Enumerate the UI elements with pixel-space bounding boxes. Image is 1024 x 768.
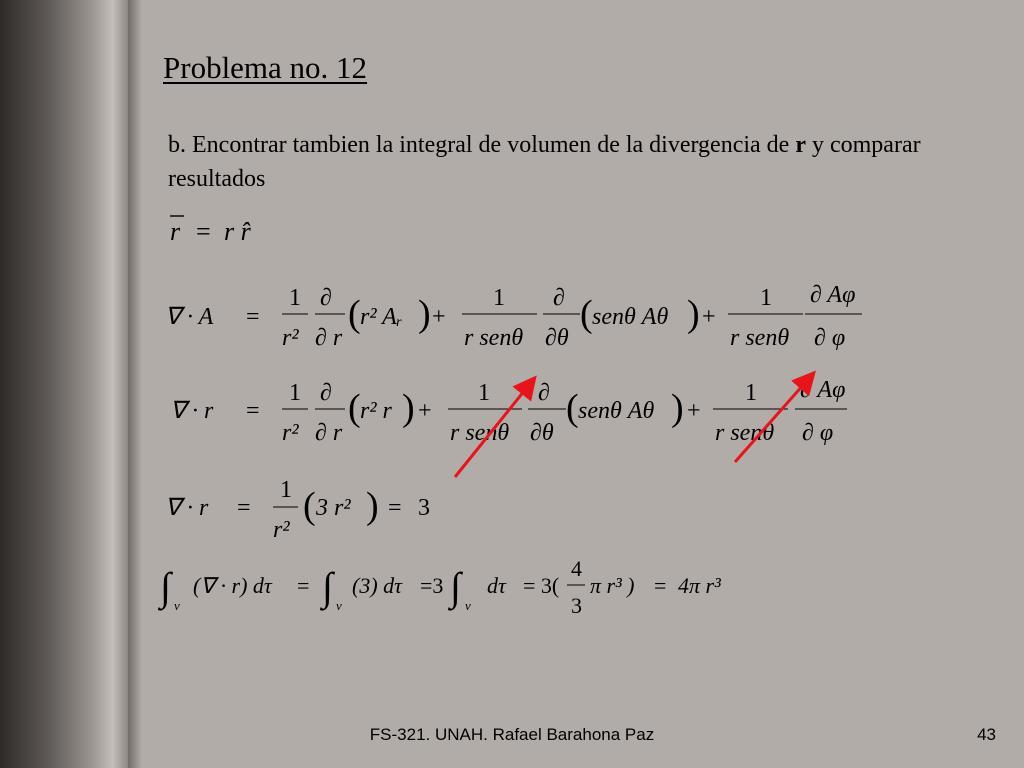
eq4-result: 3 xyxy=(418,495,430,521)
eq2-t1-close-paren: ) xyxy=(418,293,431,335)
eq2-lhs: ∇ · A xyxy=(165,304,214,330)
eq2-t3-numerator: 1 xyxy=(760,285,772,311)
eq3-t2-argument: senθ Aθ xyxy=(578,398,655,424)
eq3-t1-numerator: 1 xyxy=(289,380,301,406)
eq3-t3-numerator: 1 xyxy=(745,380,757,406)
eq2-t2-numerator: 1 xyxy=(493,285,505,311)
eq3-t2-open-paren: ( xyxy=(566,387,579,429)
eq2-t2-op-denominator: ∂θ xyxy=(545,325,569,351)
eq3-lhs: ∇ · r xyxy=(170,398,214,424)
eq2-plus-2: + xyxy=(702,304,716,330)
integral-equals-4: = xyxy=(654,573,667,598)
eq4-argument: 3 r² xyxy=(316,495,351,521)
eq3-plus-1: + xyxy=(418,398,432,424)
eq3-t1-denominator: r² xyxy=(282,420,299,446)
eq1-lhs: r xyxy=(170,217,181,246)
integral-subscript-1: v xyxy=(174,598,180,613)
eq2-equals: = xyxy=(246,304,260,330)
eq2-plus-1: + xyxy=(432,304,446,330)
eq4-equals-2: = xyxy=(388,495,402,521)
integral-result: 4π r³ xyxy=(678,573,721,598)
eq4-close-paren: ) xyxy=(366,485,379,527)
eq4-denominator: r² xyxy=(273,517,290,543)
eq3-t3-denominator: r senθ xyxy=(715,420,775,446)
eq3-t2-numerator: 1 xyxy=(478,380,490,406)
integral-subscript-2: v xyxy=(336,598,342,613)
eq2-t2-op-numerator: ∂ xyxy=(553,285,565,311)
eq2-t1-argument: r² Aᵣ xyxy=(360,304,403,330)
eq2-t2-open-paren: ( xyxy=(580,293,593,335)
eq2-t1-numerator: 1 xyxy=(289,285,301,311)
statement-bold-vector: r xyxy=(795,132,806,158)
eq3-equals: = xyxy=(246,398,260,424)
integral-equals-3: = 3( xyxy=(523,573,560,598)
eq3-t2-op-numerator: ∂ xyxy=(538,380,550,406)
integral-equals-1: = xyxy=(297,573,310,598)
footer-text: FS-321. UNAH. Rafael Barahona Paz xyxy=(369,725,655,744)
integrand-2: (3) dτ xyxy=(352,573,403,598)
equation-volume-integral xyxy=(157,556,721,618)
eq2-t1-op-numerator: ∂ xyxy=(320,285,332,311)
page-number: 43 xyxy=(977,725,996,744)
statement-text-end: y comparar resultados xyxy=(168,132,921,192)
eq3-plus-2: + xyxy=(687,398,701,424)
eq2-t3-op-numerator: ∂ Aφ xyxy=(810,282,856,308)
integral-fraction-denominator: 3 xyxy=(571,593,582,618)
eq2-t3-denominator: r senθ xyxy=(730,325,790,351)
eq1-rhs: r r̂ xyxy=(224,217,251,246)
statement-text-start: b. Encontrar tambien la integral de volumen de la divergencia de xyxy=(168,132,796,158)
eq2-t1-open-paren: ( xyxy=(348,293,361,335)
eq2-t1-denominator: r² xyxy=(282,325,299,351)
equation-position-vector xyxy=(170,216,252,246)
eq3-t1-open-paren: ( xyxy=(348,387,361,429)
eq3-t1-argument: r² r xyxy=(360,398,392,424)
eq2-t1-op-denominator: ∂ r xyxy=(315,325,343,351)
integrand-3: dτ xyxy=(487,573,506,598)
eq4-open-paren: ( xyxy=(303,485,316,527)
eq3-t2-denominator: r senθ xyxy=(450,420,510,446)
eq2-t3-op-denominator: ∂ φ xyxy=(814,325,846,351)
eq4-numerator: 1 xyxy=(280,477,292,503)
eq1-equals: = xyxy=(196,217,211,246)
integral-tail: π r³ ) xyxy=(590,573,635,598)
integral-equals-2: =3 xyxy=(420,573,444,598)
eq3-t3-op-denominator: ∂ φ xyxy=(802,420,834,446)
eq3-t1-close-paren: ) xyxy=(402,387,415,429)
eq4-equals: = xyxy=(237,495,251,521)
eq3-t1-op-numerator: ∂ xyxy=(320,380,332,406)
eq4-lhs: ∇ · r xyxy=(165,495,209,521)
eq3-t3-op-numerator: ∂ Aφ xyxy=(800,377,846,403)
integral-sign-1: ∫ xyxy=(160,564,171,609)
integral-sign-2: ∫ xyxy=(322,564,333,609)
integral-fraction-numerator: 4 xyxy=(571,556,582,581)
eq2-t2-denominator: r senθ xyxy=(464,325,524,351)
integral-sign-3: ∫ xyxy=(450,564,461,609)
eq2-t2-close-paren: ) xyxy=(687,293,700,335)
slide-title: Problema no. 12 xyxy=(163,50,368,85)
eq3-t2-close-paren: ) xyxy=(671,387,684,429)
eq2-t2-argument: senθ Aθ xyxy=(592,304,669,330)
eq3-t1-op-denominator: ∂ r xyxy=(315,420,343,446)
integral-subscript-3: v xyxy=(465,598,471,613)
equation-divergence-result xyxy=(165,477,430,543)
integrand-1: (∇ · r) dτ xyxy=(193,573,272,598)
eq3-t2-op-denominator: ∂θ xyxy=(530,420,554,446)
equation-divergence-general xyxy=(165,282,862,351)
